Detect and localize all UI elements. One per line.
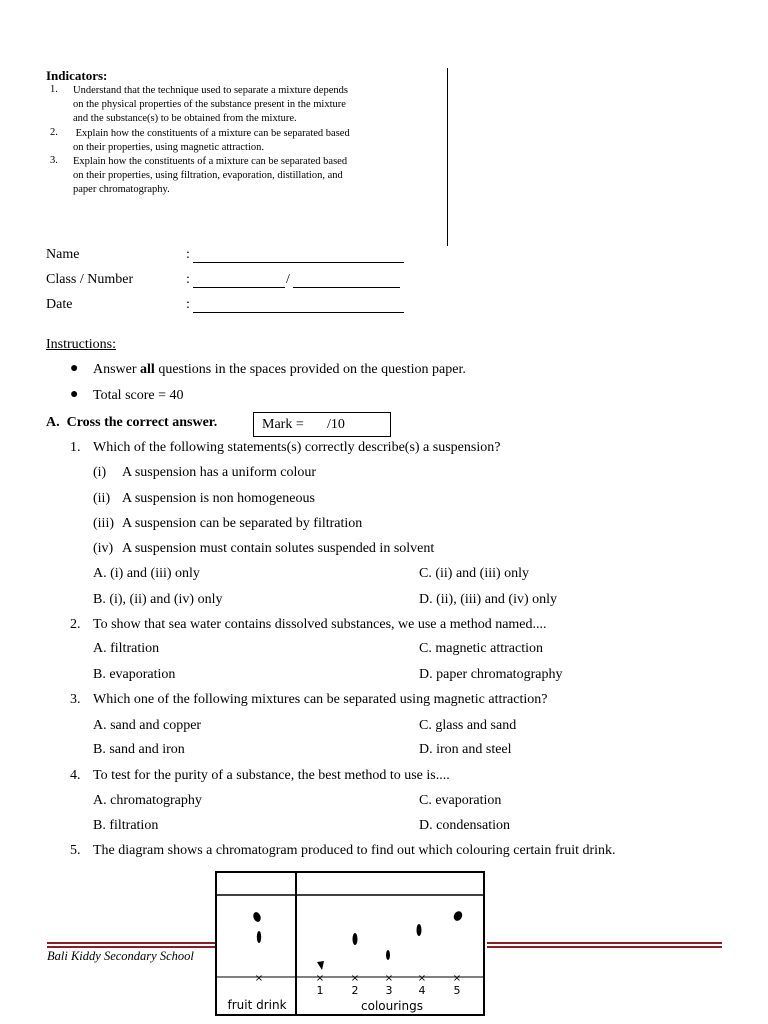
colouring-number: 4 [418, 984, 426, 997]
option-c[interactable]: C. glass and sand [419, 718, 517, 733]
baseline-cross: × [254, 973, 264, 984]
option-b[interactable]: B. evaporation [93, 667, 176, 682]
instruction-bullet-1 [93, 362, 466, 378]
footer-rule [487, 942, 722, 944]
option-a[interactable]: A. sand and copper [93, 718, 202, 733]
date-field[interactable] [193, 312, 404, 313]
question-text: Which one of the following mixtures can be separated using magnetic attraction? [93, 692, 548, 707]
indicator-number: 3. [50, 155, 58, 166]
class-number-separator: / [286, 272, 290, 287]
colourings-label: colourings [361, 999, 423, 1013]
question-text: To test for the purity of a substance, the best method to use is.... [93, 768, 450, 783]
date-label: Date [46, 297, 73, 312]
number-field[interactable] [293, 287, 400, 288]
footer-rule [47, 946, 215, 948]
colon: : [186, 247, 190, 262]
statement-text: A suspension can be separated by filtration [122, 516, 363, 531]
question-number: 3. [70, 692, 81, 707]
instruction-text: questions in the spaces provided on the question paper. [154, 362, 466, 377]
spot-colouring-4 [417, 924, 422, 936]
option-d[interactable]: D. condensation [419, 818, 510, 833]
question-number: 1. [70, 440, 81, 455]
mark-label: Mark = [262, 417, 304, 432]
spot-colouring-3 [386, 950, 390, 960]
indicator-line: Explain how the constituents of a mixture can be separated based [73, 156, 348, 167]
option-a[interactable]: A. filtration [93, 641, 160, 656]
baseline-cross: × [350, 973, 360, 984]
option-d[interactable]: D. paper chromatography [419, 667, 563, 682]
option-d[interactable]: D. (ii), (iii) and (iv) only [419, 592, 558, 607]
name-field[interactable] [193, 262, 404, 263]
statement-number: (iv) [93, 541, 114, 556]
instruction-bullet-2: Total score = 40 [93, 388, 184, 403]
indicators-title: Indicators: [46, 68, 108, 83]
spot-fruit-drink-upper [252, 911, 262, 923]
option-b[interactable]: B. sand and iron [93, 742, 185, 757]
option-c[interactable]: C. (ii) and (iii) only [419, 566, 530, 581]
option-d[interactable]: D. iron and steel [419, 742, 512, 757]
option-a[interactable]: A. chromatography [93, 793, 202, 808]
question-number: 2. [70, 617, 81, 632]
baseline-cross: × [384, 973, 394, 984]
fruit-drink-label: fruit drink [227, 998, 287, 1012]
section-a-heading: A. Cross the correct answer. [46, 415, 218, 430]
spot-fruit-drink-lower [257, 931, 261, 943]
footer-rule [487, 946, 722, 948]
mark-box [253, 412, 391, 437]
statement-text: A suspension has a uniform colour [122, 465, 317, 480]
spot-colouring-5 [452, 910, 464, 923]
indicator-line: on their properties, using magnetic attraction. [73, 142, 264, 154]
option-c[interactable]: C. magnetic attraction [419, 641, 544, 656]
chromatogram-diagram [215, 871, 485, 1016]
statement-text: A suspension must contain solutes suspended in solvent [122, 541, 435, 556]
indicator-text [73, 127, 423, 155]
vertical-divider [447, 68, 448, 246]
question-number: 5. [70, 843, 81, 858]
indicator-line: on the physical properties of the substance present in the mixture [73, 99, 346, 111]
option-a[interactable]: A. (i) and (iii) only [93, 566, 200, 581]
baseline-cross: × [315, 973, 325, 984]
option-b[interactable]: B. (i), (ii) and (iv) only [93, 592, 223, 607]
bullet-icon: ● [70, 387, 79, 402]
statement-number: (ii) [93, 491, 111, 506]
baseline-cross: × [452, 973, 462, 984]
class-field[interactable] [193, 287, 285, 288]
colon: : [186, 297, 190, 312]
instruction-text: Answer [93, 362, 141, 377]
indicator-line: Explain how the constituents of a mixture can be separated based [73, 128, 350, 139]
colouring-number: 3 [385, 984, 393, 997]
indicator-text [73, 84, 423, 127]
name-label: Name [46, 247, 80, 262]
option-c[interactable]: C. evaporation [419, 793, 502, 808]
indicator-line: on their properties, using filtration, evaporation, distillation, and [73, 170, 343, 182]
colouring-number: 1 [316, 984, 324, 997]
statement-number: (iii) [93, 516, 114, 531]
baseline-cross: × [417, 973, 427, 984]
instruction-emphasis: all [140, 362, 155, 377]
bullet-icon: ● [70, 361, 79, 376]
question-text: Which of the following statements(s) correctly describe(s) a suspension? [93, 440, 501, 455]
colouring-number: 5 [453, 984, 461, 997]
class-number-label: Class / Number [46, 272, 134, 287]
indicator-line: and the substance(s) to be obtained from the mixture. [73, 113, 297, 125]
indicator-line: paper chromatography. [73, 184, 170, 196]
indicator-text [73, 155, 423, 198]
colouring-number: 2 [351, 984, 359, 997]
question-text: To show that sea water contains dissolved substances, we use a method named.... [93, 617, 547, 632]
instructions-heading: Instructions: [46, 337, 116, 352]
question-number: 4. [70, 768, 81, 783]
footer-school-name: Bali Kiddy Secondary School [47, 949, 194, 963]
statement-text: A suspension is non homogeneous [122, 491, 315, 506]
chromatogram-svg [217, 873, 483, 1014]
question-text: The diagram shows a chromatogram produced to find out which colouring certain fruit drink. [93, 843, 616, 858]
indicator-line: Understand that the technique used to separate a mixture depends [73, 85, 348, 96]
spot-colouring-2 [353, 933, 358, 945]
indicator-number: 2. [50, 127, 58, 138]
mark-total: /10 [327, 417, 345, 432]
colon: : [186, 272, 190, 287]
option-b[interactable]: B. filtration [93, 818, 159, 833]
footer-rule [47, 942, 215, 944]
indicator-number: 1. [50, 84, 58, 95]
spot-colouring-1 [317, 961, 324, 970]
statement-number: (i) [93, 465, 107, 480]
